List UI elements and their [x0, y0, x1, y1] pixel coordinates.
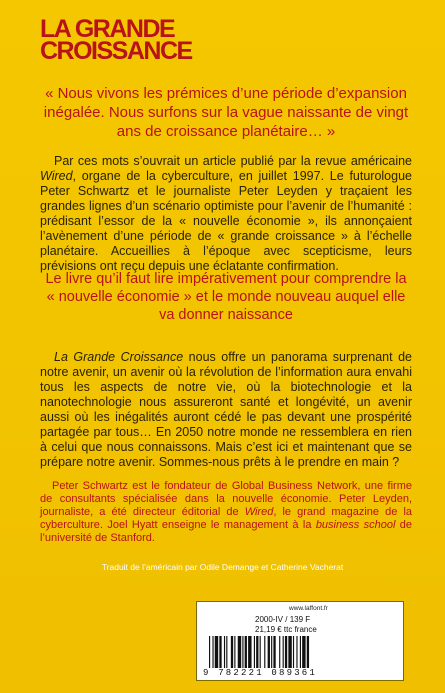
barcode-bar: [288, 636, 291, 668]
barcode-bar: [260, 636, 261, 668]
barcode-bar: [212, 636, 213, 668]
bio-emphasis-2: business school: [315, 519, 396, 531]
book-title: [40, 15, 192, 65]
paragraph-intro-text-a: Par ces mots s’ouvrait un article publié par la revue américaine: [54, 154, 412, 168]
opening-quote: « Nous vivons les prémices d’une période d’expansion inégalée. Nous surfons sur la vague naissante de vingt ans de croissance planétaire… »: [43, 85, 409, 140]
barcode-bar: [248, 636, 251, 668]
barcode-bar: [264, 636, 265, 668]
price-label: 21,19 € ttc france: [255, 625, 317, 634]
barcode-bar: [256, 636, 258, 668]
barcode-bar: [245, 636, 247, 668]
barcode-bar: [268, 636, 270, 668]
isbn-number: 9 782221 089361: [203, 668, 318, 678]
translator-credit: Traduit de l’américain par Odile Demange et Catherine Vacherat: [101, 562, 344, 572]
edition-code: 2000-IV / 139 F: [255, 615, 311, 624]
bio-text-a: Peter Schwartz est le fondateur de Global Business Network, une firme de consultants spécialisée dans la nouvelle économie. Peter Leyden, journaliste, a été directeur éditorial de: [40, 480, 412, 518]
barcode-bar: [226, 636, 227, 668]
barcode-bar: [307, 636, 309, 668]
barcode-bar: [273, 636, 275, 668]
barcode-bar: [209, 636, 210, 668]
author-bio: [40, 480, 412, 545]
barcode-bar: [279, 636, 280, 668]
barcode-bar: [231, 636, 233, 668]
bio-text-b: , le grand magazine de la cyberculture. Joel Hyatt enseigne le management à la: [40, 506, 413, 531]
paragraph-intro: [40, 154, 412, 274]
publisher-url: www.laffont.fr: [289, 605, 328, 612]
barcode-bar: [285, 636, 287, 668]
paragraph-intro-text-b: , organe de la cyberculture, en juillet 1997. Le futurologue Peter Schwartz et le journaliste Peter Leyden y traçaient les grandes lignes d’un scénario optimiste pour l’avenir de l’humanité : prédisant l’essor de la « nouvelle économie », ils annonçaient l’avènement d’une période de « grande croissance » à l’échelle planétaire. Accueillies à l’époque avec scepticisme, leurs prévisions ont reçu depuis une éclatante confirmation.: [40, 169, 412, 273]
barcode-bar: [238, 636, 241, 668]
barcode-bar: [296, 636, 297, 668]
paragraph-summary-emphasis: La Grande Croissance: [54, 350, 184, 364]
barcode-label: [196, 601, 404, 681]
paragraph-intro-emphasis: Wired: [40, 169, 73, 183]
barcode-bar: [215, 636, 218, 668]
barcode-graphic: [209, 636, 391, 668]
bio-text-c: de l’université de Stanford.: [40, 519, 412, 544]
barcode-bar: [302, 636, 305, 668]
bio-emphasis-1: Wired: [244, 506, 274, 518]
barcode-bar: [224, 636, 225, 668]
title-line-2: CROISSANCE: [40, 37, 192, 65]
highlight-statement: Le livre qu’il faut lire impérativement pour comprendre la « nouvelle économie » et le monde nouveau auquel elle va donner naissance: [45, 271, 407, 323]
title-line-1: LA GRANDE: [40, 15, 175, 43]
barcode-bar: [254, 636, 255, 668]
barcode-bar: [271, 636, 272, 668]
barcode-bar: [293, 636, 294, 668]
barcode-bar: [283, 636, 284, 668]
barcode-bar: [234, 636, 235, 668]
barcode-bar: [242, 636, 243, 668]
barcode-bar: [219, 636, 221, 668]
barcode-bar: [300, 636, 301, 668]
paragraph-summary-text: nous offre un panorama surprenant de notre avenir, un avenir où la révolution de l’information aura envahi tous les aspects de notre vie, où la biotechnologie et la nanotechnologie nous assureront santé et longévité, un avenir aussi où les inégalités auront cédé le pas devant une prospérité partagée par tous… En 2050 notre monde ne ressemblera en rien à celui que nous connaissons. Mais c’est ici et maintenant que se prépare notre avenir. Sommes-nous prêts à le prendre en main ?: [40, 350, 412, 469]
paragraph-summary: [40, 350, 412, 470]
